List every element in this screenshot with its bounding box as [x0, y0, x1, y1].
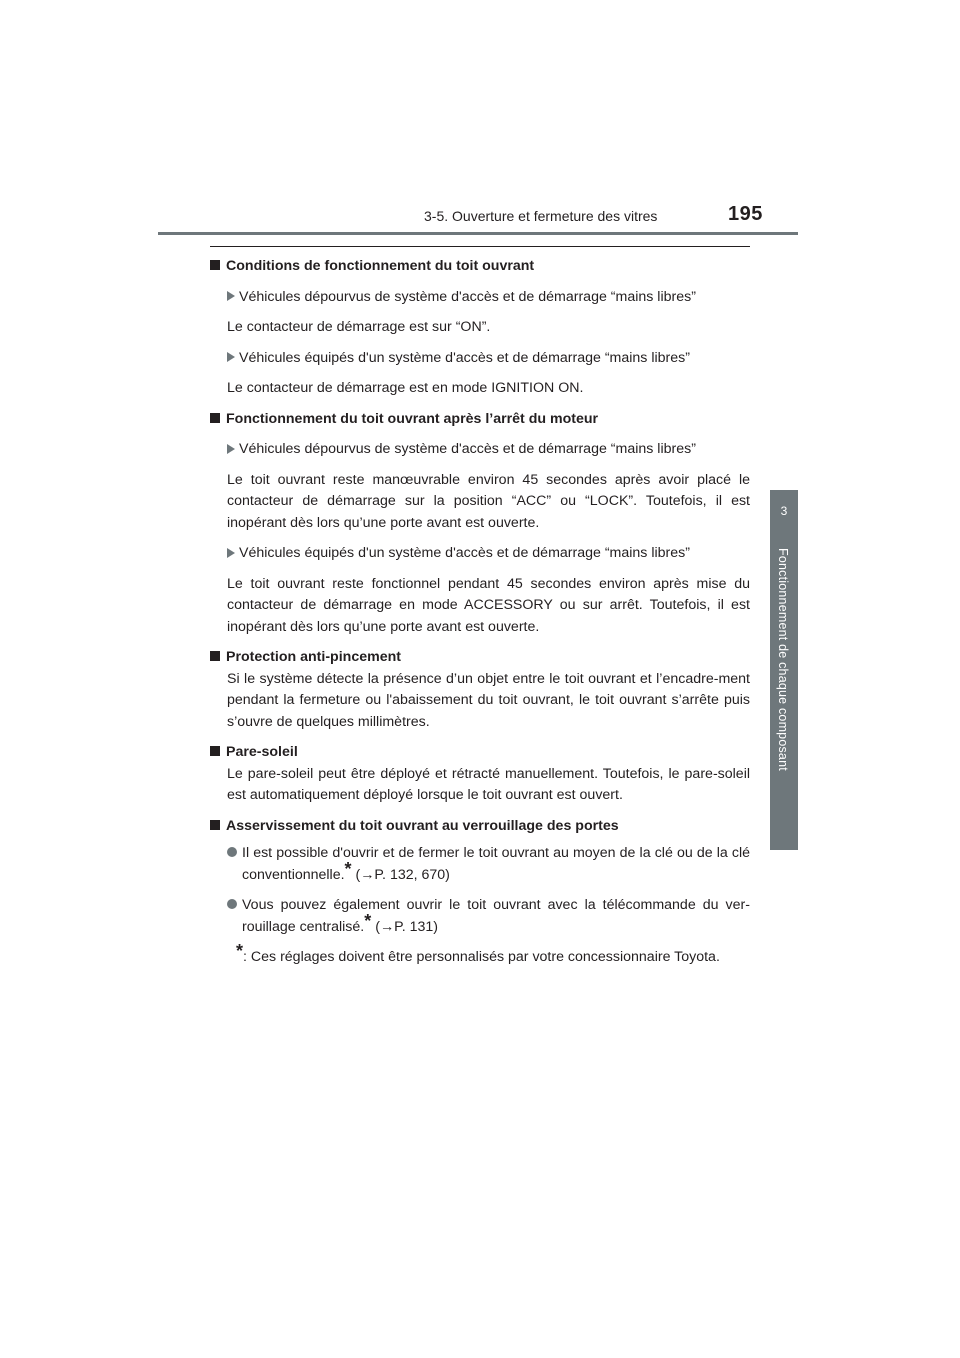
footnote-star: *	[344, 858, 352, 879]
circle-bullet-icon	[227, 899, 237, 909]
section-heading: Protection anti-pincement	[210, 647, 750, 669]
paragraph: Si le système détecte la présence d’un objet entre le toit ouvrant et l’encadre-ment pendant la fermeture ou l'abaissement du toit ouvrant, le toit ouvrant s’arrête puis s’ouvre de quelques millimètres.	[227, 670, 750, 730]
paragraph: Le pare-soleil peut être déployé et rétracté manuellement. Toutefois, le pare-soleil est automatiquement déployé lorsque le toit ouvrant est ouvert.	[227, 765, 750, 803]
content-top-rule	[210, 246, 750, 247]
condition-label: Véhicules dépourvus de système d'accès et de démarrage “mains libres”	[227, 287, 750, 309]
circle-bullet-icon	[227, 847, 237, 857]
footnote: *: Ces réglages doivent être personnalisés par votre concessionnaire Toyota.	[236, 941, 720, 965]
chapter-number: 3	[780, 504, 788, 518]
section-heading: Fonctionnement du toit ouvrant après l’arrêt du moteur	[210, 409, 750, 431]
section-title: 3-5. Ouverture et fermeture des vitres	[424, 208, 658, 224]
section-heading: Asservissement du toit ouvrant au verrouillage des portes	[210, 816, 750, 838]
section-conditions	[210, 256, 750, 400]
section-sunshade	[210, 742, 750, 807]
list-item: Vous pouvez également ouvrir le toit ouvrant avec la télécommande du ver-rouillage centralisé.* (→P. 131)	[227, 895, 750, 938]
square-bullet-icon	[210, 260, 220, 270]
header-rule	[158, 232, 798, 235]
square-bullet-icon	[210, 746, 220, 756]
section-after-engine-off	[210, 409, 750, 639]
chapter-title: Fonctionnement de chaque composant	[776, 548, 790, 771]
arrow-right-icon: →	[360, 866, 375, 883]
triangle-right-icon	[227, 548, 235, 558]
paragraph: Le toit ouvrant reste manœuvrable environ 45 secondes après avoir placé le contacteur de démarrage sur la position “ACC” ou “LOCK”. Toutefois, il est inopérant dès lors qu’une porte avant est ouverte.	[227, 471, 750, 531]
page-reference: P. 132, 670)	[374, 866, 450, 883]
section-heading: Conditions de fonctionnement du toit ouvrant	[210, 256, 750, 278]
triangle-right-icon	[227, 444, 235, 454]
square-bullet-icon	[210, 820, 220, 830]
triangle-right-icon	[227, 352, 235, 362]
condition-label: Véhicules équipés d'un système d'accès et de démarrage “mains libres”	[227, 543, 750, 565]
footnote-star: *	[236, 941, 244, 961]
condition-label: Véhicules équipés d'un système d'accès et de démarrage “mains libres”	[227, 348, 750, 370]
page-number: 195	[728, 203, 763, 225]
page-content	[210, 256, 750, 969]
condition-label: Véhicules dépourvus de système d'accès et de démarrage “mains libres”	[227, 439, 750, 461]
paragraph: Le contacteur de démarrage est sur “ON”.	[227, 319, 491, 335]
paragraph: Le contacteur de démarrage est en mode IGNITION ON.	[227, 380, 584, 396]
triangle-right-icon	[227, 291, 235, 301]
square-bullet-icon	[210, 651, 220, 661]
section-anti-pinch	[210, 647, 750, 733]
section-door-lock-link	[210, 816, 750, 969]
list-item: Il est possible d'ouvrir et de fermer le toit ouvrant au moyen de la clé ou de la clé conventionnelle.* (→P. 132, 670)	[227, 843, 750, 886]
arrow-right-icon: →	[379, 918, 395, 935]
footnote-star: *	[364, 910, 372, 931]
page-reference: P. 131)	[394, 918, 439, 935]
section-heading: Pare-soleil	[210, 742, 750, 764]
paragraph: Le toit ouvrant reste fonctionnel pendant 45 secondes environ après mise du contacteur de démarrage en mode ACCESSORY ou sur arrêt. Toutefois, il est inopérant dès lors qu’une porte avant est ouverte.	[227, 575, 750, 635]
square-bullet-icon	[210, 413, 220, 423]
